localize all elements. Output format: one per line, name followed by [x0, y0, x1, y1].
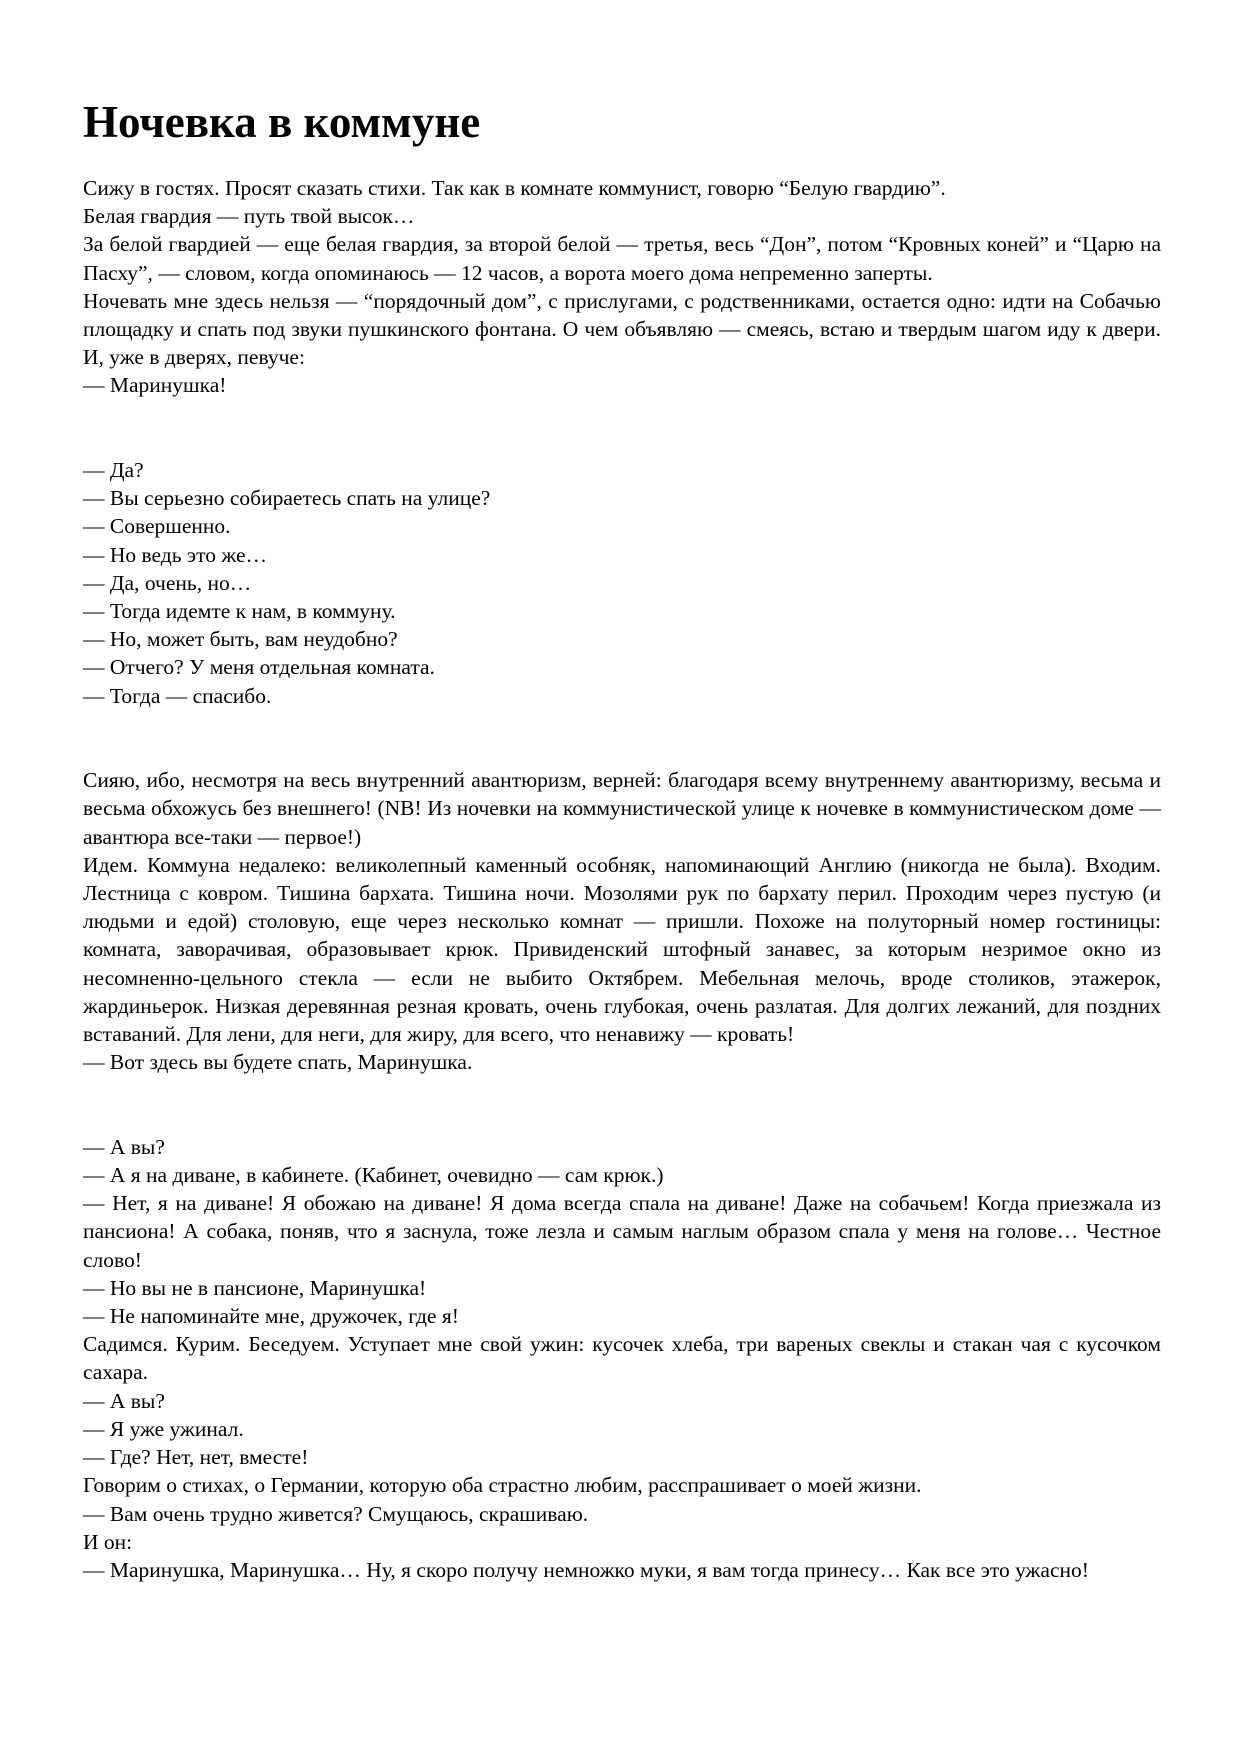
- text-block-4: [83, 1133, 1161, 1584]
- paragraph: — А вы?: [83, 1388, 165, 1413]
- paragraph: Белая гвардия — путь твой высок…: [83, 204, 415, 229]
- paragraph: — Вот здесь вы будете спать, Маринушка.: [83, 1050, 473, 1075]
- paragraph: — Не напоминайте мне, дружочек, где я!: [83, 1304, 459, 1329]
- paragraph: — Но, может быть, вам неудобно?: [83, 627, 398, 652]
- paragraph: — Где? Нет, нет, вместе!: [83, 1445, 309, 1470]
- paragraph: — Совершенно.: [83, 514, 231, 539]
- block-spacer: [83, 400, 1161, 456]
- document-page: [83, 92, 1161, 1584]
- paragraph: — Вы серьезно собираетесь спать на улице?: [83, 486, 491, 511]
- text-block-1: [83, 174, 1161, 400]
- paragraph: И он:: [83, 1529, 133, 1554]
- paragraph: — Тогда — спасибо.: [83, 683, 272, 708]
- paragraph: — А я на диване, в кабинете. (Кабинет, очевидно — сам крюк.): [83, 1163, 664, 1188]
- paragraph: — Вам очень трудно живется? Смущаюсь, скрашиваю.: [83, 1501, 589, 1526]
- paragraph: — Да?: [83, 458, 144, 483]
- paragraph: — Да, очень, но…: [83, 570, 252, 595]
- paragraph: — Маринушка!: [83, 373, 227, 398]
- paragraph: — Тогда идемте к нам, в коммуну.: [83, 599, 396, 624]
- text-block-3: [83, 766, 1161, 1076]
- paragraph: Сияю, ибо, несмотря на весь внутренний авантюризм, верней: благодаря всему внутреннему авантюризму, весьма и весьма обхожусь без внешнего! (NB! Из ночевки на коммунистической улице к ночевке в коммунистическом доме — авантюра все-таки — первое!): [83, 768, 1161, 849]
- paragraph: За белой гвардией — еще белая гвардия, за второй белой — третья, весь “Дон”, потом “Кровных коней” и “Царю на Пасху”, — словом, когда опоминаюсь — 12 часов, а ворота моего дома непременно заперты.: [83, 232, 1161, 285]
- paragraph: — Но вы не в пансионе, Маринушка!: [83, 1275, 427, 1300]
- block-spacer: [83, 1076, 1161, 1132]
- document-title: Ночевка в коммуне: [83, 97, 481, 147]
- block-spacer: [83, 710, 1161, 766]
- text-block-2: [83, 456, 1161, 710]
- paragraph: — А вы?: [83, 1134, 165, 1159]
- paragraph: Идем. Коммуна недалеко: великолепный каменный особняк, напоминающий Англию (никогда не была). Входим. Лестница с ковром. Тишина бархата. Тишина ночи. Мозолями рук по бархату перил. Проходим через пустую (и людьми и едой) столовую, еще через несколько комнат — пришли. Похоже на полуторный номер гостиницы: комната, заворачивая, образовывает крюк. Привиденский штофный занавес, за которым незримое окно из несомненно-цельного стекла — если не выбито Октябрем. Мебельная мелочь, вроде столиков, этажерок, жардиньерок. Низкая деревянная резная кровать, очень глубокая, очень разлатая. Для долгих лежаний, для поздних вставаний. Для лени, для неги, для жиру, для всего, что ненавижу — кровать!: [83, 852, 1161, 1047]
- paragraph: — Но ведь это же…: [83, 542, 268, 567]
- paragraph: Ночевать мне здесь нельзя — “порядочный дом”, с прислугами, с родственниками, остается одно: идти на Собачью площадку и спать под звуки пушкинского фонтана. О чем объявляю — смеясь, встаю и твердым шагом иду к двери. И, уже в дверях, певуче:: [83, 288, 1161, 370]
- paragraph: — Нет, я на диване! Я обожаю на диване! Я дома всегда спала на диване! Даже на собачьем! Когда приезжала из пансиона! А собака, поняв, что я заснула, тоже лезла и самым наглым образом спала у меня на голове… Честное слово!: [83, 1191, 1161, 1272]
- paragraph: Сижу в гостях. Просят сказать стихи. Так как в комнате коммунист, говорю “Белую гвардию”.: [83, 176, 946, 200]
- paragraph: — Маринушка, Маринушка… Ну, я скоро получу немножко муки, я вам тогда принесу… Как все это ужасно!: [83, 1557, 1089, 1582]
- paragraph: Говорим о стихах, о Германии, которую оба страстно любим, расспрашивает о моей жизни.: [83, 1473, 922, 1498]
- paragraph: — Я уже ужинал.: [83, 1416, 244, 1441]
- paragraph: — Отчего? У меня отдельная комната.: [83, 655, 435, 680]
- paragraph: Садимся. Курим. Беседуем. Уступает мне свой ужин: кусочек хлеба, три вареных свеклы и стакан чая с кусочком сахара.: [83, 1332, 1161, 1385]
